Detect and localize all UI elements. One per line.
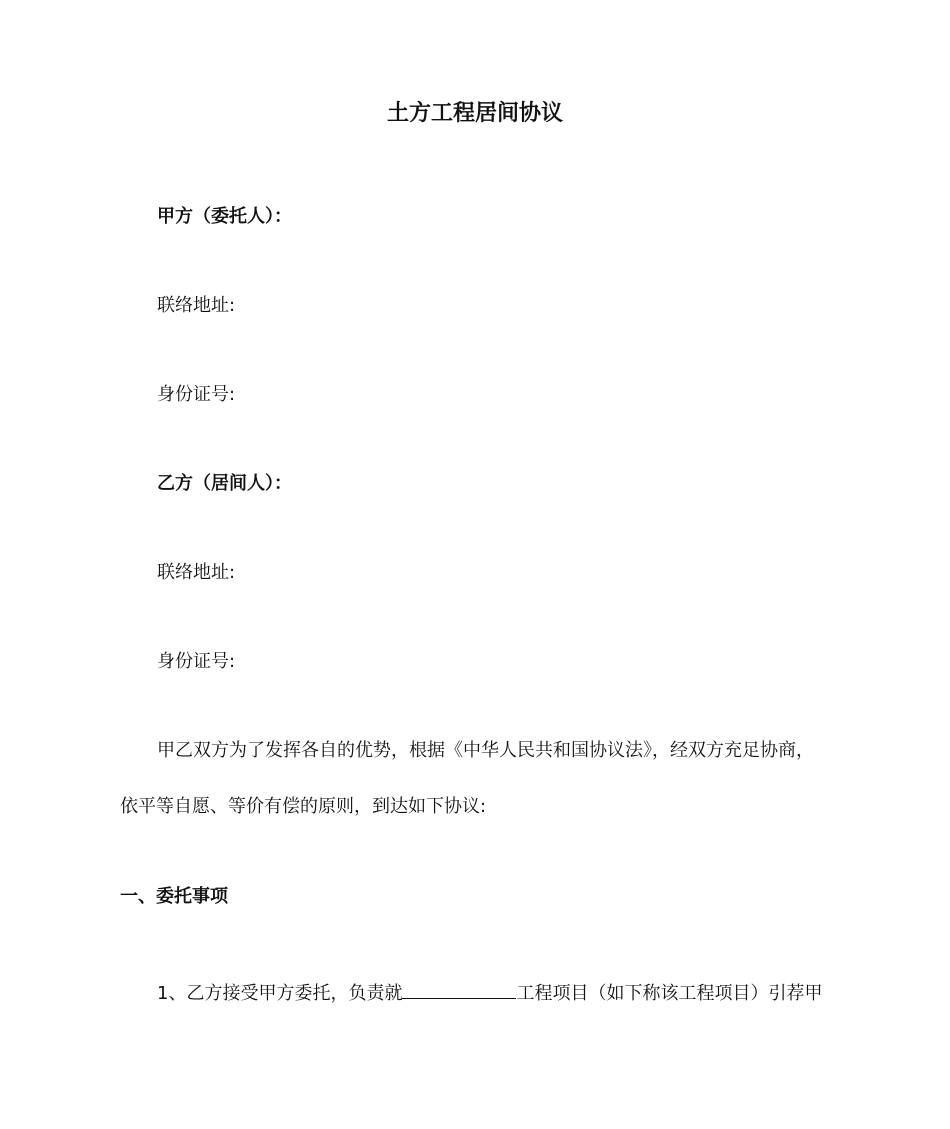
party-a-id-label: 身份证号:	[157, 384, 236, 405]
party-b-id-label: 身份证号:	[157, 651, 236, 672]
party-a-address-label: 联络地址:	[157, 295, 236, 316]
party-a-label: 甲方（委托人）：	[157, 206, 292, 227]
clause-1-text-before: 1、乙方接受甲方委托，负责就	[157, 983, 403, 1004]
clause-1-line	[157, 980, 822, 1006]
document-title: 土方工程居间协议	[386, 101, 563, 126]
party-b-address-label: 联络地址:	[157, 562, 236, 583]
section-1-heading: 一、委托事项	[120, 886, 228, 907]
clause-1-text-after: 工程项目（如下称该工程项目）引荐甲	[516, 983, 823, 1004]
party-b-label: 乙方（居间人）：	[157, 473, 292, 494]
project-name-blank	[402, 980, 516, 999]
preamble-line-2: 依平等自愿、等价有偿的原则，到达如下协议:	[120, 796, 487, 817]
preamble-line-1: 甲乙双方为了发挥各自的优势，根据《中华人民共和国协议法》，经双方充足协商，	[157, 740, 814, 761]
